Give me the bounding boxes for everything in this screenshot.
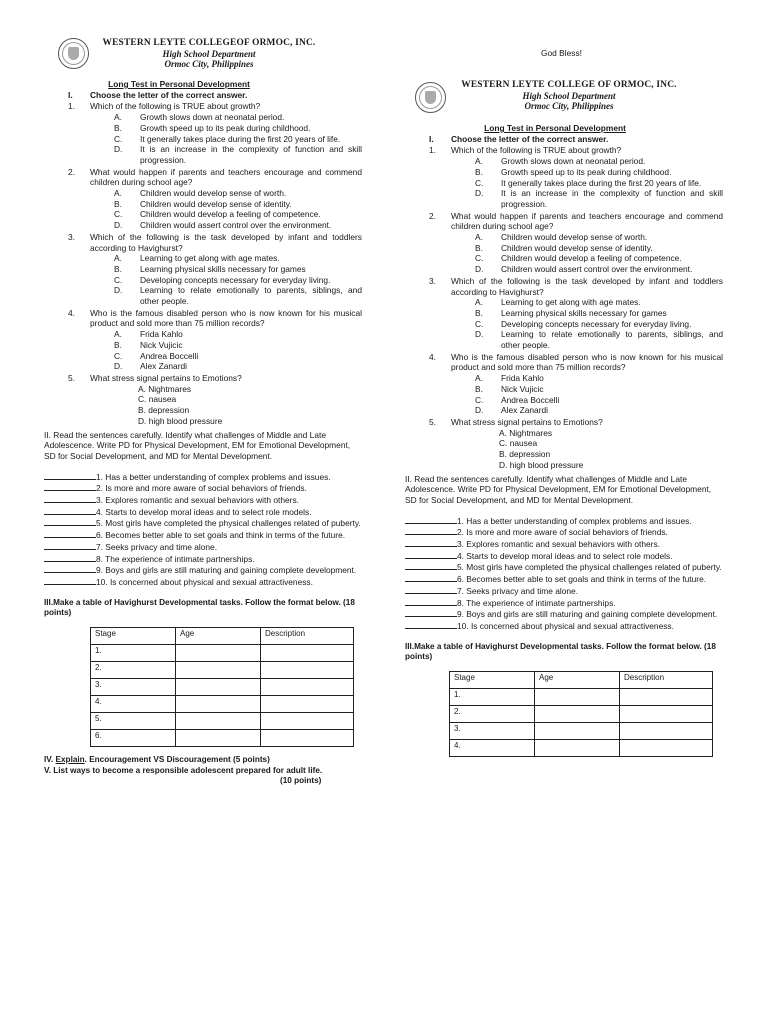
fill-in-item [405,585,723,597]
option-text: Children would develop a feeling of competence. [140,209,321,220]
table-header-cell: Stage [91,628,176,645]
part3-instruction: III.Make a table of Havighurst Developmental tasks. Follow the format below. (18 points) [44,597,355,618]
fill-in-item [405,538,723,550]
table-cell: 4. [450,740,535,757]
item-text: 7. Seeks privacy and time alone. [457,585,579,596]
option-text: Growth speed up to its peak during childhood. [140,122,311,133]
city: Ormoc City, Philippines [164,59,254,70]
item-text: 9. Boys and girls are still maturing and gaining complete development. [457,609,718,620]
part1-heading [405,134,723,145]
option-text: Children would develop a feeling of competence. [501,253,682,264]
fill-in-item [44,529,362,541]
table-cell [535,689,620,706]
spacer [405,506,723,515]
answer-blank [44,494,96,503]
option-letter: C. [475,394,484,405]
table-header-cell: Description [261,628,354,645]
option-letter: B. [114,263,122,274]
option-text: Learning to relate emotionally to parents, siblings, and other people. [140,285,362,307]
answer-option [44,123,362,134]
option-text: It generally takes place during the first 20 years of life. [501,177,702,188]
answer-blank [405,526,457,535]
option-text: Andrea Boccelli [501,394,560,405]
item-text: 6. Becomes better able to set goals and think in terms of the future. [96,530,346,541]
answer-option: B. depression [499,449,551,460]
part1-instruction: Choose the letter of the correct answer. [451,133,609,144]
question-number: 4. [68,307,75,318]
answer-option [405,405,723,416]
school-seal-icon [58,38,89,69]
fill-in-item [44,517,362,529]
item-text: 3. Explores romantic and sexual behaviors with others. [96,495,299,506]
fill-in-item [44,553,362,565]
question-number: 5. [429,416,436,427]
item-text: 7. Seeks privacy and time alone. [96,541,218,552]
table-row [450,706,713,723]
option-text: It is an increase in the complexity of function and skill progression. [140,144,362,165]
table-cell [261,713,354,730]
table-row [450,689,713,706]
answer-blank [405,515,457,524]
option-letter: C. [475,253,484,264]
item-text: 4. Starts to develop moral ideas and to select role models. [457,550,673,561]
table-cell: 2. [450,706,535,723]
part4-explain: Explain [55,755,85,765]
answer-option [44,220,362,231]
item-text: 8. The experience of intimate partnerships. [457,597,616,608]
item-text: 5. Most girls have completed the physical challenges related of puberty. [457,562,722,573]
option-letter: B. [475,383,483,394]
option-text: Developing concepts necessary for everyday living. [140,274,331,285]
option-letter: D. [475,405,484,416]
answer-option [405,329,723,350]
option-text: Learning physical skills necessary for games [501,307,667,318]
fill-in-item [44,506,362,518]
option-letter: B. [114,198,122,209]
question [405,417,723,428]
table-header-cell: Age [176,628,261,645]
item-text: 1. Has a better understanding of complex problems and issues. [96,471,331,482]
table-cell [535,740,620,757]
table-row [91,730,354,747]
answer-option [405,319,723,330]
answer-blank [405,585,457,594]
part3-instruction: III.Make a table of Havighurst Developmental tasks. Follow the format below. (18 points) [405,641,716,662]
option-letter: B. [114,122,122,133]
table-cell [620,706,713,723]
item-text: 2. Is more and more aware of social behaviors of friends. [96,483,307,494]
school-seal-icon [415,82,446,113]
exam-title: Long Test in Personal Development [484,123,626,133]
question-text: Which of the following is the task developed by infant and toddlers according to Havighurst? [90,231,362,253]
answer-option [405,373,723,384]
option-letter: A. [114,253,122,264]
table-row [91,662,354,679]
fill-in-item [44,494,362,506]
answer-option [405,395,723,406]
option-text: Learning to relate emotionally to parents, siblings, and other people. [501,329,723,351]
question [405,276,723,297]
answer-blank [405,550,457,559]
option-text: Growth slows down at neonatal period. [501,156,646,167]
table-cell: 3. [91,679,176,696]
school-header [405,80,723,122]
table-cell: 1. [450,689,535,706]
answer-option [44,275,362,286]
option-letter: C. [114,133,123,144]
answer-blank [44,553,96,562]
exam-body [44,90,362,787]
part4-line [44,755,362,766]
fill-in-item [405,620,723,632]
option-text: Nick Vujicic [501,383,544,394]
table-cell [620,689,713,706]
table-cell [535,723,620,740]
answer-option: D. high blood pressure [138,415,223,426]
question-number: 2. [68,166,75,177]
option-letter: B. [475,307,483,318]
answer-blank [44,576,96,585]
option-letter: D. [114,144,123,155]
fill-in-item [44,471,362,483]
part2-section [405,474,723,632]
exam-title: Long Test in Personal Development [108,79,250,89]
exam-copy-left [44,38,362,787]
item-text: 1. Has a better understanding of complex problems and issues. [457,515,692,526]
answer-blank [405,561,457,570]
part5-points: (10 points) [280,776,322,786]
question-text: Which of the following is the task developed by infant and toddlers according to Havighurst? [451,275,723,297]
answer-option [405,178,723,189]
question-text: Who is the famous disabled person who is now known for his musical product and sold more than 75 million records? [451,351,723,373]
question [44,308,362,329]
table-cell: 6. [91,730,176,747]
option-letter: A. [475,373,483,384]
table-cell [261,645,354,662]
option-letter: A. [475,297,483,308]
fill-in-item [44,482,362,494]
answer-blank [405,573,457,582]
fill-in-item [405,561,723,573]
item-text: 6. Becomes better able to set goals and think in terms of the future. [457,574,707,585]
option-letter: A. [114,188,122,199]
table-cell: 4. [91,696,176,713]
answer-blank [44,529,96,538]
answer-blank [44,517,96,526]
table-cell [176,645,261,662]
answer-option [405,297,723,308]
answer-option [44,188,362,199]
table-cell [261,696,354,713]
table-header-row [450,672,713,689]
answer-option: B. depression [138,405,190,416]
option-text: Children would assert control over the environment. [501,264,693,275]
answer-blank [44,506,96,515]
school-header [44,38,362,78]
answer-option: A. Nightmares [499,427,553,438]
question-text: What stress signal pertains to Emotions? [90,372,242,383]
option-text: Children would develop sense of worth. [501,232,648,243]
question-text: Who is the famous disabled person who is now known for his musical product and sold more than 75 million records? [90,307,362,329]
parts-4-5 [44,755,362,787]
option-text: Alex Zanardi [140,361,188,372]
part1-heading [44,90,362,101]
answer-option [44,144,362,165]
answer-option: C. nausea [499,438,538,449]
part1-roman: I. [68,89,73,100]
question [44,167,362,188]
table-row [91,679,354,696]
option-text: Children would develop sense of identity. [501,242,653,253]
option-letter: D. [114,220,123,231]
option-text: Children would develop sense of identity. [140,198,292,209]
question [405,145,723,156]
fill-in-item [405,608,723,620]
option-text: Growth slows down at neonatal period. [140,112,285,123]
item-text: 3. Explores romantic and sexual behaviors with others. [457,539,660,550]
answer-option [44,264,362,275]
option-letter: A. [475,156,483,167]
answer-blank [405,620,457,629]
department: High School Department [522,90,616,101]
god-bless-note: God Bless! [541,48,582,58]
answer-blank [405,538,457,547]
option-text: Growth speed up to its peak during childhood. [501,166,672,177]
option-letter: D. [475,188,484,199]
option-text: Nick Vujicic [140,339,183,350]
question [44,101,362,112]
table-cell: 5. [91,713,176,730]
table-cell: 2. [91,662,176,679]
fill-in-item [44,541,362,553]
part5-line: V. List ways to become a responsible adolescent prepared for adult life. [44,765,323,775]
table-header-cell: Age [535,672,620,689]
answer-option [44,285,362,306]
question-number: 4. [429,351,436,362]
question-number: 1. [429,145,436,156]
table-cell [261,679,354,696]
answer-option [405,308,723,319]
option-letter: D. [475,264,484,275]
option-text: Frida Kahlo [501,373,544,384]
answer-option [405,232,723,243]
answer-option [405,264,723,275]
option-text: Learning physical skills necessary for games [140,263,306,274]
option-text: Andrea Boccelli [140,350,199,361]
havighurst-table [90,627,354,747]
option-letter: C. [475,318,484,329]
table-row [450,723,713,740]
answer-option [44,112,362,123]
option-text: Learning to get along with age mates. [501,297,641,308]
school-name: WESTERN LEYTE COLLEGEOF ORMOC, INC. [102,38,316,48]
answer-blank [44,471,96,480]
table-header-cell: Stage [450,672,535,689]
table-header-row [91,628,354,645]
table-cell [176,696,261,713]
answer-options [405,428,723,471]
table-cell [176,730,261,747]
fill-in-item [44,564,362,576]
item-text: 10. Is concerned about physical and sexual attractiveness. [457,620,674,631]
item-text: 9. Boys and girls are still maturing and gaining complete development. [96,565,357,576]
part1-instruction: Choose the letter of the correct answer. [90,89,248,100]
answer-option [44,253,362,264]
option-letter: D. [475,329,484,340]
table-cell [535,706,620,723]
part1-roman: I. [429,133,434,144]
answer-option: A. Nightmares [138,383,192,394]
answer-blank [44,482,96,491]
exam-copy-right [405,46,723,757]
question [44,373,362,384]
item-text: 10. Is concerned about physical and sexual attractiveness. [96,576,313,587]
option-letter: B. [114,339,122,350]
fill-in-item [405,573,723,585]
answer-option [405,188,723,209]
table-row [91,696,354,713]
answer-option [405,243,723,254]
answer-option: D. high blood pressure [499,459,584,470]
table-cell [261,662,354,679]
table-row [91,645,354,662]
option-text: Frida Kahlo [140,329,183,340]
fill-in-item [44,576,362,588]
answer-option: C. nausea [138,394,177,405]
question-number: 2. [429,210,436,221]
option-text: Developing concepts necessary for everyday living. [501,318,692,329]
answer-option [44,209,362,220]
answer-option [405,167,723,178]
question [405,352,723,373]
question-number: 3. [429,275,436,286]
option-letter: C. [114,350,123,361]
question-number: 3. [68,231,75,242]
answer-options [44,384,362,427]
fill-in-item [405,515,723,527]
answer-blank [44,564,96,573]
answer-option [44,340,362,351]
option-letter: A. [114,329,122,340]
question-text: Which of the following is TRUE about growth? [451,145,622,156]
question-text: What would happen if parents and teachers encourage and commend children during school age? [90,166,362,188]
question-text: Which of the following is TRUE about growth? [90,101,261,112]
question-number: 1. [68,101,75,112]
table-cell [176,679,261,696]
item-text: 8. The experience of intimate partnerships. [96,553,255,564]
city: Ormoc City, Philippines [524,101,614,112]
table-cell [176,662,261,679]
table-row [450,740,713,757]
option-letter: B. [475,166,483,177]
option-text: Learning to get along with age mates. [140,253,280,264]
option-text: It is an increase in the complexity of function and skill progression. [501,188,723,209]
answer-option [405,384,723,395]
option-text: Children would assert control over the environment. [140,220,332,231]
havighurst-table [449,671,713,757]
question-number: 5. [68,372,75,383]
answer-blank [405,597,457,606]
option-text: Children would develop sense of worth. [140,188,287,199]
table-cell [261,730,354,747]
school-name: WESTERN LEYTE COLLEGE OF ORMOC, INC. [461,80,677,90]
answer-blank [44,541,96,550]
option-letter: D. [114,285,123,296]
option-letter: C. [114,209,123,220]
table-cell [620,740,713,757]
answer-option [44,329,362,340]
option-text: Alex Zanardi [501,405,549,416]
question [405,211,723,232]
fill-in-item [405,597,723,609]
answer-blank [405,608,457,617]
option-letter: A. [114,112,122,123]
answer-option [44,134,362,145]
exam-body [405,134,723,757]
item-text: 2. Is more and more aware of social behaviors of friends. [457,527,668,538]
part4-prefix: IV. [44,755,56,765]
option-letter: D. [114,361,123,372]
department: High School Department [162,48,256,59]
answer-option [44,361,362,372]
option-letter: A. [475,232,483,243]
answer-option [405,253,723,264]
table-header-cell: Description [620,672,713,689]
answer-option [44,351,362,362]
answer-option [405,156,723,167]
part2-instruction: II. Read the sentences carefully. Identify what challenges of Middle and Late Adolescence. Write PD for Physical Development, EM for Emotional Development, SD for Social Development, and MD for Mental Development. [44,429,351,461]
part4-text: . Encouragement VS Discouragement (5 points) [84,755,270,765]
table-row [91,713,354,730]
table-cell [620,723,713,740]
item-text: 4. Starts to develop moral ideas and to select role models. [96,506,312,517]
option-letter: B. [475,242,483,253]
question-text: What stress signal pertains to Emotions? [451,416,603,427]
table-cell [176,713,261,730]
fill-in-item [405,550,723,562]
fill-in-item [405,526,723,538]
question [44,232,362,253]
answer-option [44,199,362,210]
part2-instruction: II. Read the sentences carefully. Identify what challenges of Middle and Late Adolescence. Write PD for Physical Development, EM for Emotional Development, SD for Social Development, and MD for Mental Development. [405,473,712,505]
table-cell: 3. [450,723,535,740]
spacer [44,462,362,471]
table-cell: 1. [91,645,176,662]
option-letter: C. [114,274,123,285]
option-text: It generally takes place during the first 20 years of life. [140,133,341,144]
option-letter: C. [475,177,484,188]
question-text: What would happen if parents and teachers encourage and commend children during school age? [451,210,723,232]
item-text: 5. Most girls have completed the physical challenges related of puberty. [96,518,361,529]
part2-section [44,430,362,588]
